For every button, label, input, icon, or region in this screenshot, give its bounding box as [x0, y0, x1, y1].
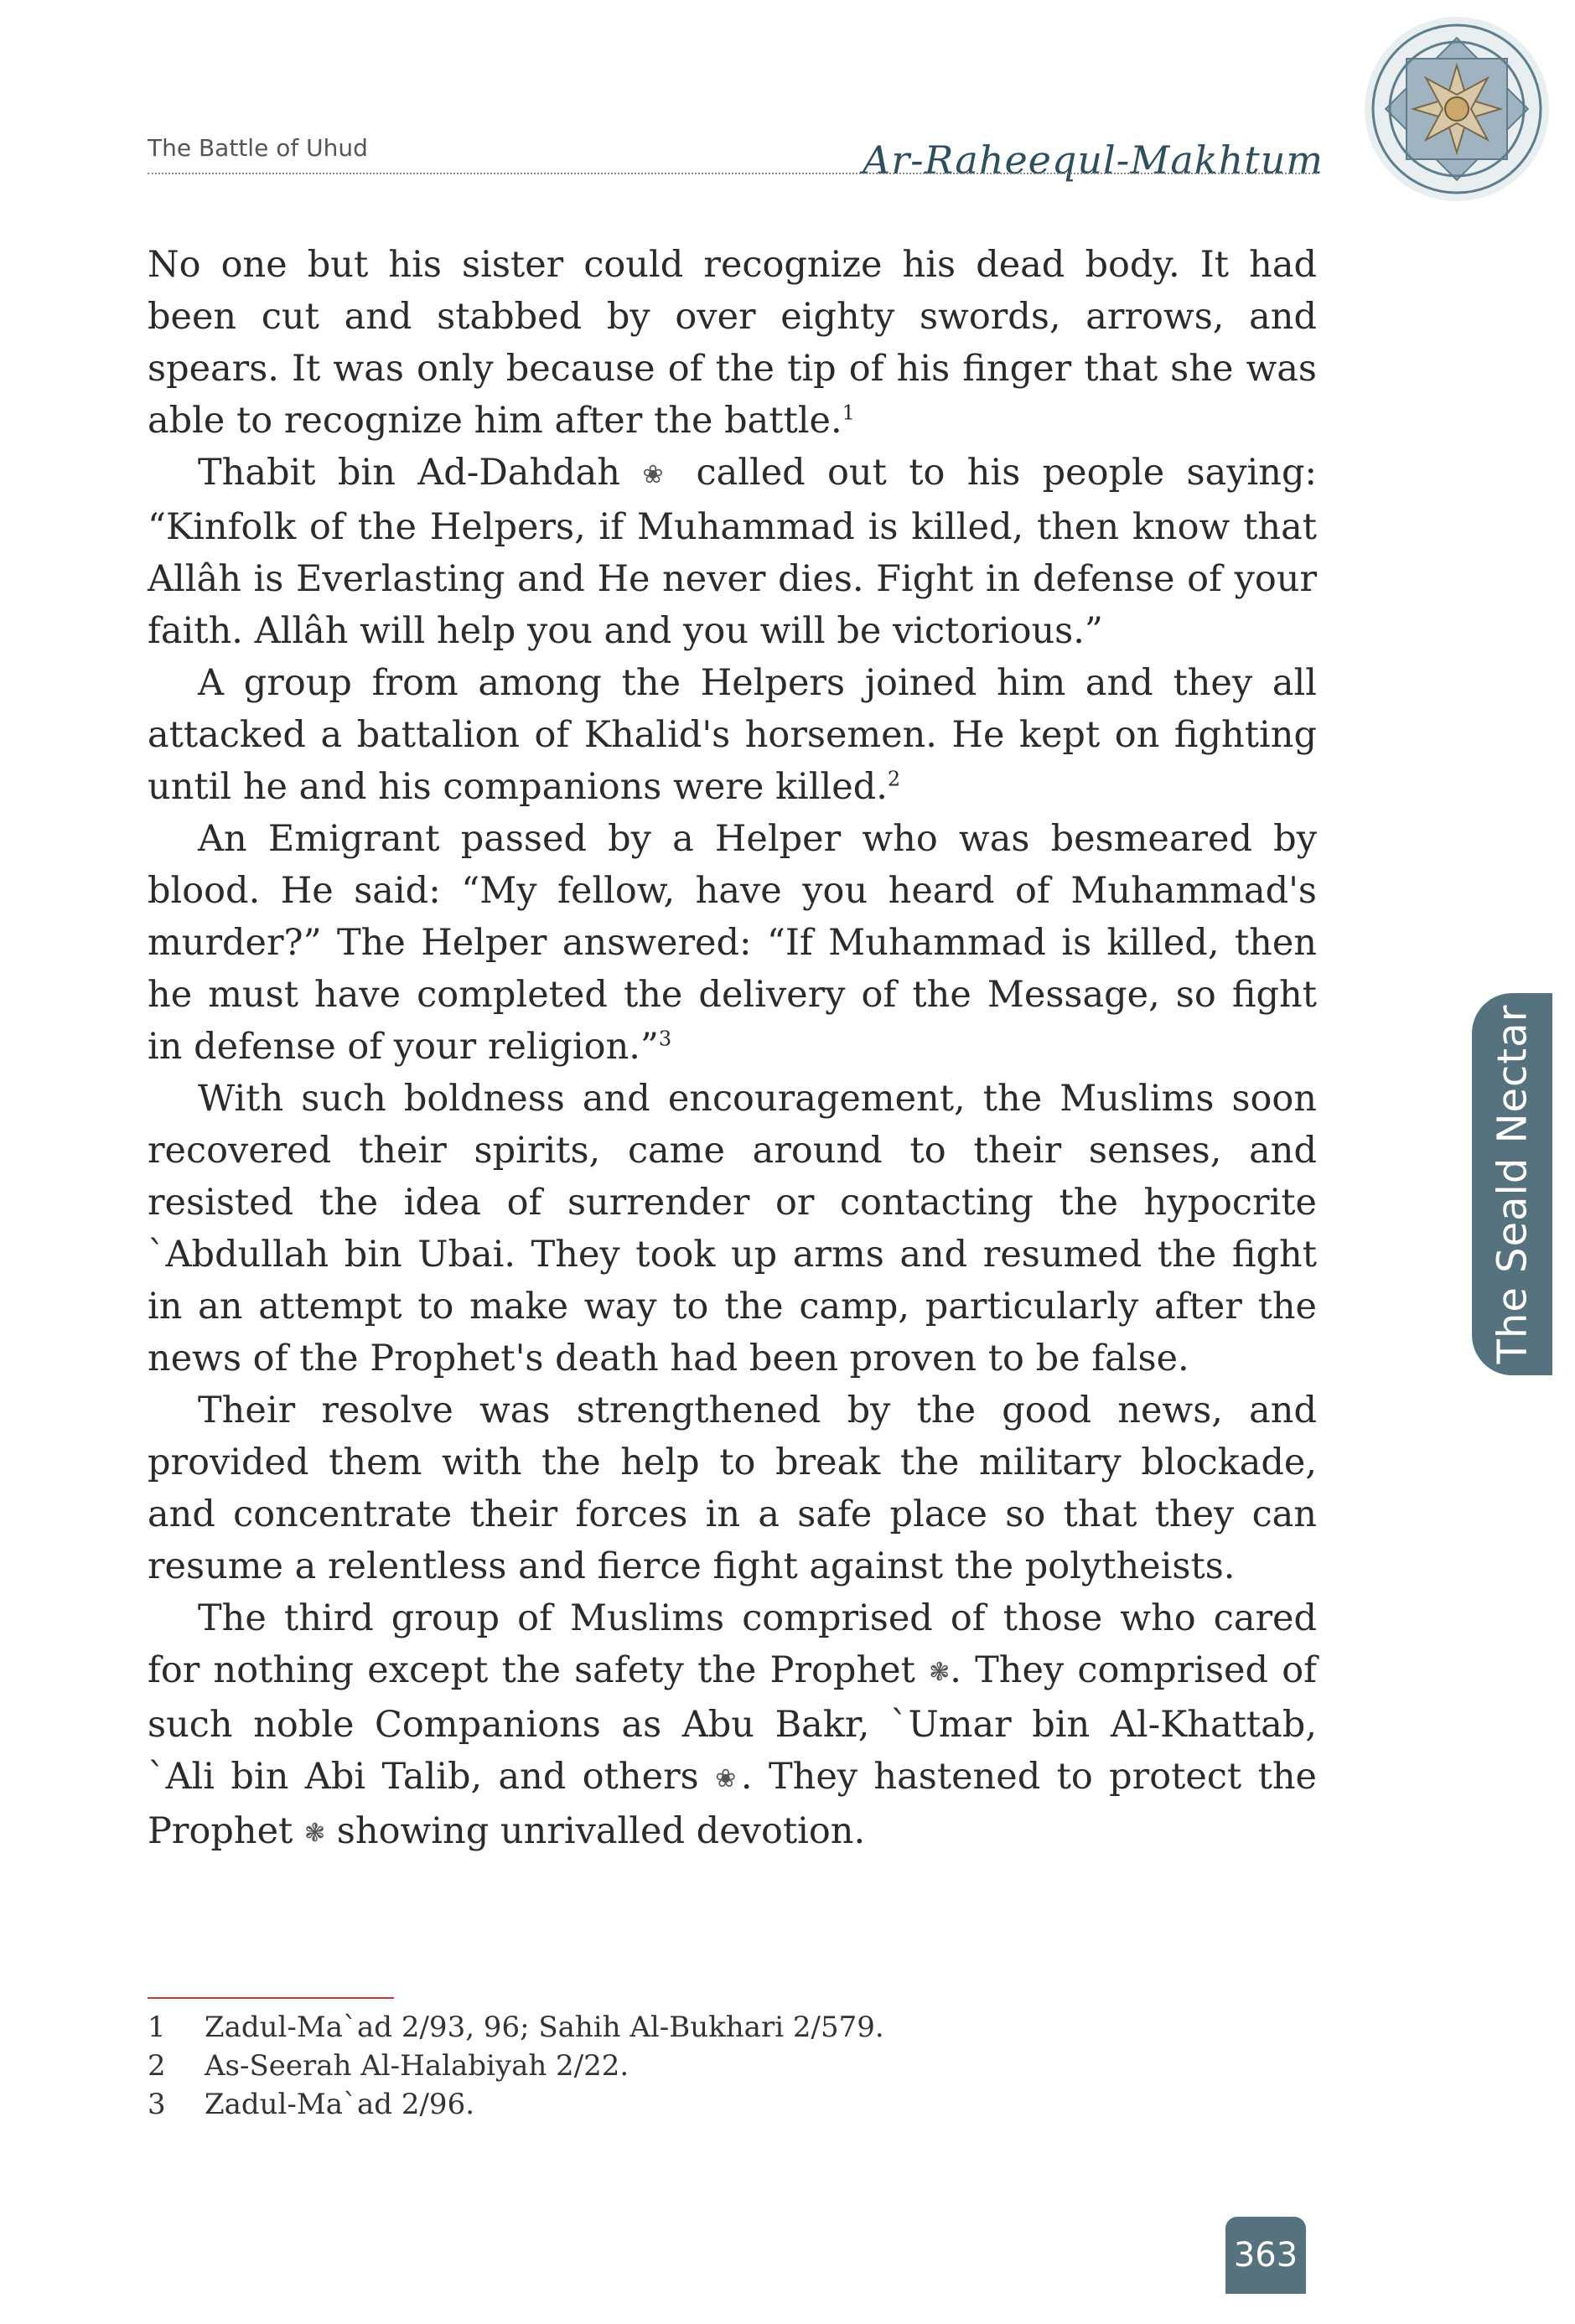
arabesque-ornament-icon: [1356, 8, 1557, 210]
footnote-number: 2: [148, 2049, 166, 2083]
companion-honorific-icon: ❀: [642, 460, 675, 489]
prophet-honorific-icon: ❃: [304, 1819, 326, 1848]
footnote-number: 3: [148, 2088, 166, 2121]
paragraph: With such boldness and encouragement, the Muslims soon recovered their spirits, came around to their senses, and resisted the idea of surrender or contacting the hypocrite `Abdullah bin Ubai. They took up arms and resumed the fight in an attempt to make way to the camp, particularly after the news of the Prophet's death had been proven to be false.: [148, 1078, 1317, 1379]
running-header-chapter: The Battle of Uhud: [148, 134, 368, 162]
header-dotted-rule: [148, 173, 1317, 174]
footnote: [148, 2085, 1153, 2124]
paragraph: Thabit bin Ad-Dahdah ❀ called out to his people saying: “Kinfolk of the Helpers, if Muhammad is killed, then know that Allâh is Everlasting and He never dies. Fight in defense of your faith. Allâh will help you and you will be victorious.”: [148, 452, 1317, 652]
prophet-honorific-icon: ❃: [929, 1658, 951, 1687]
footnote-number: 1: [148, 2011, 166, 2044]
page-number: 363: [1225, 2217, 1306, 2294]
paragraph: No one but his sister could recognize his dead body. It had been cut and stabbed by over eighty swords, arrows, and spears. It was only because of the tip of his finger that she was able to recognize him after the battle.$^1$: [148, 244, 1317, 442]
footnote-ref[interactable]: 1: [842, 401, 855, 425]
paragraph: A group from among the Helpers joined him and they all attacked a battalion of Khalid's horsemen. He kept on fighting until he and his companions were killed.$^2$: [148, 662, 1317, 808]
paragraph: The third group of Muslims comprised of those who cared for nothing except the safety the Prophet ❃. They comprised of such noble Companions as Abu Bakr, `Umar bin Al-Khattab, `Ali bin Abi Talib, and others ❀. They hastened to protect the Prophet ❃ showing unrivalled devotion.: [148, 1597, 1317, 1852]
paragraph: Their resolve was strengthened by the good news, and provided them with the help to break the military blockade, and concentrate their forces in a safe place so that they can resume a relentless and fierce fight against the polytheists.: [148, 1390, 1317, 1587]
body-text: [148, 239, 1317, 1860]
footnote-ref[interactable]: 2: [887, 767, 901, 791]
companion-honorific-icon: ❀: [715, 1764, 741, 1793]
footnote: [148, 2047, 1153, 2085]
footnote-text: Zadul-Ma`ad 2/96.: [205, 2088, 475, 2121]
footnote: [148, 2008, 1153, 2047]
footnote-rule: [148, 1997, 394, 1999]
footnote-text: As-Seerah Al-Halabiyah 2/22.: [205, 2049, 629, 2083]
paragraph: An Emigrant passed by a Helper who was besmeared by blood. He said: “My fellow, have you heard of Muhammad's murder?” The Helper answered: “If Muhammad is killed, then he must have completed the delivery of the Message, so fight in defense of your religion.”$^3$: [148, 818, 1317, 1068]
side-tab-label-wrap: [1472, 993, 1552, 1375]
side-tab-label: The Seald Nectar: [1489, 1004, 1536, 1364]
footnotes: [148, 2008, 1153, 2124]
footnote-ref[interactable]: 3: [658, 1027, 672, 1051]
running-header-book-title: Ar-Raheequl-Makhtum: [862, 137, 1324, 183]
footnote-text: Zadul-Ma`ad 2/93, 96; Sahih Al-Bukhari 2/579.: [205, 2011, 884, 2044]
